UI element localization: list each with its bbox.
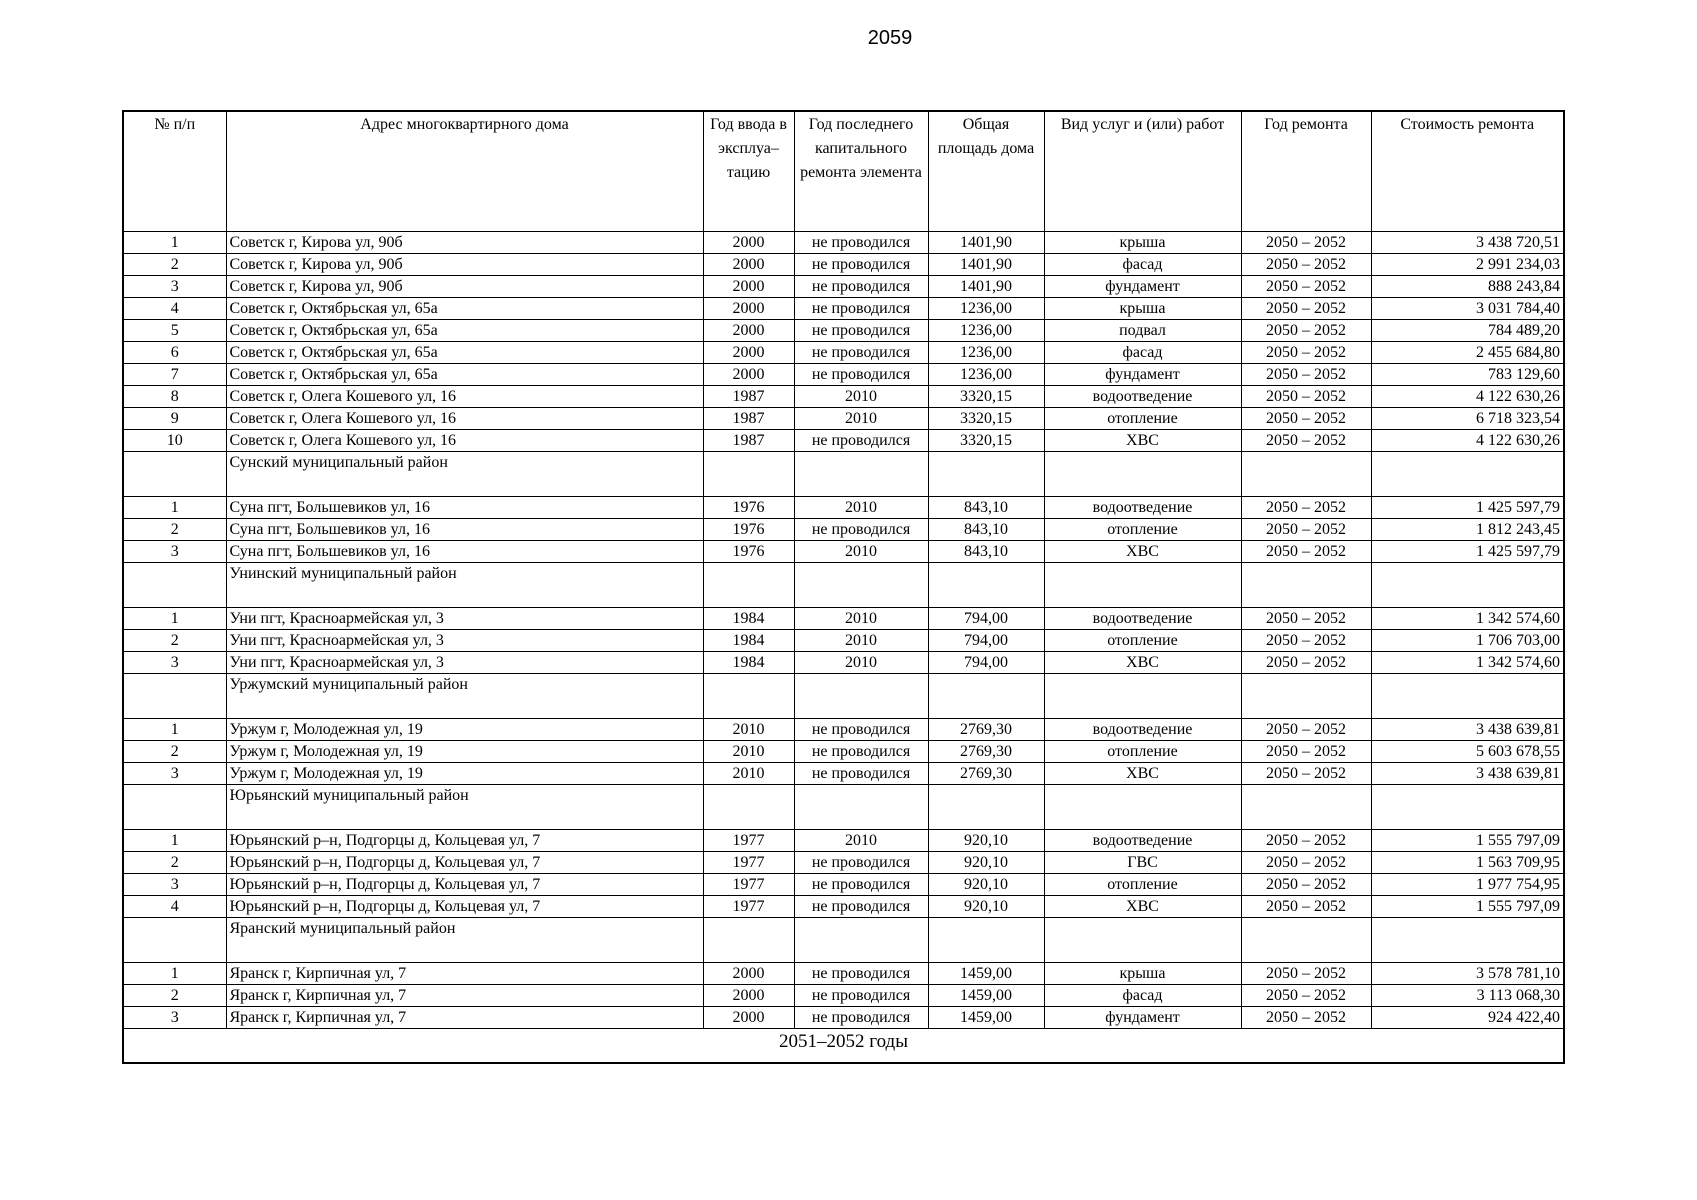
row-address: Уни пгт, Красноармейская ул, 3 <box>226 629 703 651</box>
district-name: Унинский муниципальный район <box>226 562 703 607</box>
district-name: Яранский муниципальный район <box>226 917 703 962</box>
row-address: Советск г, Октябрьская ул, 65а <box>226 297 703 319</box>
row-repair-period: 2050 – 2052 <box>1241 851 1371 873</box>
row-area: 3320,15 <box>928 407 1044 429</box>
row-address: Уржум г, Молодежная ул, 19 <box>226 718 703 740</box>
empty-cell <box>1044 673 1241 718</box>
row-area: 1236,00 <box>928 341 1044 363</box>
row-address: Юрьянский р–н, Подгорцы д, Кольцевая ул, 7 <box>226 829 703 851</box>
row-cost: 783 129,60 <box>1371 363 1564 385</box>
row-cost: 1 812 243,45 <box>1371 518 1564 540</box>
header-service: Вид услуг и (или) работ <box>1044 111 1241 231</box>
table-row <box>123 231 1564 253</box>
table-row <box>123 518 1564 540</box>
row-num: 5 <box>123 319 226 341</box>
empty-cell <box>1241 673 1371 718</box>
row-year-commission: 1976 <box>703 496 794 518</box>
empty-cell <box>123 451 226 496</box>
row-year-last-repair: не проводился <box>794 762 928 784</box>
row-area: 1459,00 <box>928 984 1044 1006</box>
page-number: 2059 <box>867 27 913 49</box>
row-cost: 3 438 720,51 <box>1371 231 1564 253</box>
row-repair-period: 2050 – 2052 <box>1241 718 1371 740</box>
row-repair-period: 2050 – 2052 <box>1241 651 1371 673</box>
row-service: отопление <box>1044 629 1241 651</box>
row-address: Уржум г, Молодежная ул, 19 <box>226 762 703 784</box>
header-repair-year: Год ремонта <box>1241 111 1371 231</box>
table-row <box>123 629 1564 651</box>
row-num: 2 <box>123 984 226 1006</box>
row-year-last-repair: 2010 <box>794 540 928 562</box>
row-service: фундамент <box>1044 275 1241 297</box>
row-service: водоотведение <box>1044 829 1241 851</box>
row-year-last-repair: не проводился <box>794 1006 928 1028</box>
row-num: 2 <box>123 851 226 873</box>
row-area: 2769,30 <box>928 740 1044 762</box>
row-service: ХВС <box>1044 540 1241 562</box>
row-service: водоотведение <box>1044 385 1241 407</box>
row-year-commission: 2000 <box>703 962 794 984</box>
row-year-last-repair: 2010 <box>794 496 928 518</box>
empty-cell <box>1371 562 1564 607</box>
district-name: Сунский муниципальный район <box>226 451 703 496</box>
row-num: 1 <box>123 962 226 984</box>
row-year-commission: 2000 <box>703 297 794 319</box>
row-year-commission: 2010 <box>703 762 794 784</box>
table-header-row <box>123 111 1564 231</box>
row-cost: 3 438 639,81 <box>1371 762 1564 784</box>
row-area: 920,10 <box>928 851 1044 873</box>
header-address: Адрес многоквартирного дома <box>226 111 703 231</box>
row-repair-period: 2050 – 2052 <box>1241 385 1371 407</box>
empty-cell <box>703 673 794 718</box>
row-area: 843,10 <box>928 496 1044 518</box>
row-year-last-repair: не проводился <box>794 851 928 873</box>
district-name: Уржумский муниципальный район <box>226 673 703 718</box>
row-num: 9 <box>123 407 226 429</box>
table-row <box>123 429 1564 451</box>
repair-register-table <box>122 110 1565 1064</box>
row-cost: 3 438 639,81 <box>1371 718 1564 740</box>
row-address: Советск г, Олега Кошевого ул, 16 <box>226 429 703 451</box>
row-year-commission: 2000 <box>703 231 794 253</box>
district-name: Юрьянский муниципальный район <box>226 784 703 829</box>
row-repair-period: 2050 – 2052 <box>1241 984 1371 1006</box>
table-row <box>123 407 1564 429</box>
row-year-commission: 1976 <box>703 518 794 540</box>
row-service: фасад <box>1044 341 1241 363</box>
row-cost: 1 555 797,09 <box>1371 829 1564 851</box>
district-row <box>123 784 1564 829</box>
row-year-last-repair: не проводился <box>794 429 928 451</box>
empty-cell <box>1241 784 1371 829</box>
row-year-last-repair: не проводился <box>794 718 928 740</box>
empty-cell <box>794 451 928 496</box>
row-year-commission: 2010 <box>703 740 794 762</box>
table-row <box>123 607 1564 629</box>
header-area: Общая площадь дома <box>928 111 1044 231</box>
row-address: Советск г, Октябрьская ул, 65а <box>226 319 703 341</box>
row-repair-period: 2050 – 2052 <box>1241 962 1371 984</box>
row-year-commission: 1984 <box>703 607 794 629</box>
empty-cell <box>794 562 928 607</box>
row-area: 1401,90 <box>928 275 1044 297</box>
row-repair-period: 2050 – 2052 <box>1241 319 1371 341</box>
row-repair-period: 2050 – 2052 <box>1241 1006 1371 1028</box>
table-row <box>123 275 1564 297</box>
row-service: фасад <box>1044 984 1241 1006</box>
row-year-commission: 1987 <box>703 385 794 407</box>
row-year-commission: 1977 <box>703 873 794 895</box>
row-service: водоотведение <box>1044 607 1241 629</box>
row-address: Советск г, Октябрьская ул, 65а <box>226 341 703 363</box>
row-address: Уни пгт, Красноармейская ул, 3 <box>226 607 703 629</box>
empty-cell <box>123 562 226 607</box>
row-cost: 1 425 597,79 <box>1371 540 1564 562</box>
row-address: Суна пгт, Большевиков ул, 16 <box>226 540 703 562</box>
row-repair-period: 2050 – 2052 <box>1241 275 1371 297</box>
header-cost: Стоимость ремонта <box>1371 111 1564 231</box>
row-repair-period: 2050 – 2052 <box>1241 762 1371 784</box>
row-repair-period: 2050 – 2052 <box>1241 341 1371 363</box>
row-area: 920,10 <box>928 873 1044 895</box>
row-repair-period: 2050 – 2052 <box>1241 740 1371 762</box>
row-area: 920,10 <box>928 895 1044 917</box>
row-area: 1236,00 <box>928 297 1044 319</box>
row-year-commission: 1984 <box>703 629 794 651</box>
row-cost: 924 422,40 <box>1371 1006 1564 1028</box>
row-repair-period: 2050 – 2052 <box>1241 363 1371 385</box>
empty-cell <box>703 451 794 496</box>
row-cost: 1 425 597,79 <box>1371 496 1564 518</box>
row-address: Уни пгт, Красноармейская ул, 3 <box>226 651 703 673</box>
row-year-commission: 2000 <box>703 363 794 385</box>
row-num: 2 <box>123 740 226 762</box>
row-num: 3 <box>123 540 226 562</box>
row-num: 3 <box>123 762 226 784</box>
row-year-last-repair: не проводился <box>794 873 928 895</box>
row-num: 2 <box>123 629 226 651</box>
row-service: крыша <box>1044 297 1241 319</box>
row-num: 3 <box>123 275 226 297</box>
empty-cell <box>928 562 1044 607</box>
table-row <box>123 496 1564 518</box>
row-num: 1 <box>123 829 226 851</box>
row-area: 3320,15 <box>928 385 1044 407</box>
row-area: 1459,00 <box>928 962 1044 984</box>
row-area: 1459,00 <box>928 1006 1044 1028</box>
empty-cell <box>1044 451 1241 496</box>
empty-cell <box>1371 451 1564 496</box>
row-year-commission: 1987 <box>703 407 794 429</box>
row-service: отопление <box>1044 407 1241 429</box>
row-year-commission: 1987 <box>703 429 794 451</box>
row-area: 3320,15 <box>928 429 1044 451</box>
header-year-last-repair: Год последнего капитального ремонта элемента <box>794 111 928 231</box>
row-cost: 784 489,20 <box>1371 319 1564 341</box>
row-repair-period: 2050 – 2052 <box>1241 629 1371 651</box>
row-num: 3 <box>123 873 226 895</box>
empty-cell <box>928 451 1044 496</box>
row-num: 1 <box>123 718 226 740</box>
row-address: Советск г, Олега Кошевого ул, 16 <box>226 407 703 429</box>
row-repair-period: 2050 – 2052 <box>1241 607 1371 629</box>
row-num: 1 <box>123 231 226 253</box>
row-area: 794,00 <box>928 651 1044 673</box>
row-area: 843,10 <box>928 518 1044 540</box>
row-year-last-repair: 2010 <box>794 407 928 429</box>
row-year-commission: 2000 <box>703 253 794 275</box>
row-address: Советск г, Кирова ул, 90б <box>226 275 703 297</box>
row-num: 10 <box>123 429 226 451</box>
row-address: Юрьянский р–н, Подгорцы д, Кольцевая ул, 7 <box>226 895 703 917</box>
table-row <box>123 363 1564 385</box>
row-area: 794,00 <box>928 629 1044 651</box>
row-area: 920,10 <box>928 829 1044 851</box>
empty-cell <box>794 673 928 718</box>
row-year-commission: 2010 <box>703 718 794 740</box>
row-year-last-repair: не проводился <box>794 253 928 275</box>
table-row <box>123 873 1564 895</box>
empty-cell <box>1241 451 1371 496</box>
table-row <box>123 740 1564 762</box>
row-num: 4 <box>123 297 226 319</box>
row-year-commission: 1976 <box>703 540 794 562</box>
row-cost: 4 122 630,26 <box>1371 429 1564 451</box>
row-service: ХВС <box>1044 895 1241 917</box>
row-repair-period: 2050 – 2052 <box>1241 873 1371 895</box>
table-row <box>123 253 1564 275</box>
row-year-last-repair: 2010 <box>794 607 928 629</box>
empty-cell <box>703 784 794 829</box>
row-address: Советск г, Олега Кошевого ул, 16 <box>226 385 703 407</box>
table-row <box>123 385 1564 407</box>
empty-cell <box>123 673 226 718</box>
row-num: 1 <box>123 607 226 629</box>
row-year-last-repair: не проводился <box>794 518 928 540</box>
row-area: 1236,00 <box>928 319 1044 341</box>
table-row <box>123 718 1564 740</box>
empty-cell <box>928 673 1044 718</box>
table-row <box>123 319 1564 341</box>
row-address: Юрьянский р–н, Подгорцы д, Кольцевая ул, 7 <box>226 873 703 895</box>
table-row <box>123 651 1564 673</box>
row-num: 4 <box>123 895 226 917</box>
row-year-last-repair: не проводился <box>794 962 928 984</box>
row-service: ХВС <box>1044 651 1241 673</box>
row-cost: 6 718 323,54 <box>1371 407 1564 429</box>
period-caption: 2051–2052 годы <box>123 1028 1564 1063</box>
district-row <box>123 451 1564 496</box>
row-year-commission: 2000 <box>703 319 794 341</box>
empty-cell <box>928 917 1044 962</box>
row-repair-period: 2050 – 2052 <box>1241 496 1371 518</box>
row-address: Суна пгт, Большевиков ул, 16 <box>226 518 703 540</box>
row-address: Яранск г, Кирпичная ул, 7 <box>226 962 703 984</box>
row-address: Яранск г, Кирпичная ул, 7 <box>226 1006 703 1028</box>
row-area: 1401,90 <box>928 253 1044 275</box>
row-year-commission: 2000 <box>703 984 794 1006</box>
empty-cell <box>1371 673 1564 718</box>
empty-cell <box>703 917 794 962</box>
row-service: подвал <box>1044 319 1241 341</box>
row-year-last-repair: не проводился <box>794 275 928 297</box>
row-cost: 1 563 709,95 <box>1371 851 1564 873</box>
row-address: Уржум г, Молодежная ул, 19 <box>226 740 703 762</box>
table-body <box>123 231 1564 1028</box>
empty-cell <box>703 562 794 607</box>
row-repair-period: 2050 – 2052 <box>1241 231 1371 253</box>
empty-cell <box>1371 917 1564 962</box>
row-year-last-repair: не проводился <box>794 297 928 319</box>
row-area: 2769,30 <box>928 718 1044 740</box>
row-repair-period: 2050 – 2052 <box>1241 829 1371 851</box>
row-service: ГВС <box>1044 851 1241 873</box>
row-service: отопление <box>1044 518 1241 540</box>
row-year-commission: 1977 <box>703 829 794 851</box>
row-cost: 4 122 630,26 <box>1371 385 1564 407</box>
row-cost: 1 706 703,00 <box>1371 629 1564 651</box>
row-area: 1236,00 <box>928 363 1044 385</box>
row-service: водоотведение <box>1044 718 1241 740</box>
row-area: 1401,90 <box>928 231 1044 253</box>
row-cost: 1 342 574,60 <box>1371 607 1564 629</box>
row-repair-period: 2050 – 2052 <box>1241 407 1371 429</box>
row-repair-period: 2050 – 2052 <box>1241 253 1371 275</box>
table-row <box>123 762 1564 784</box>
row-repair-period: 2050 – 2052 <box>1241 540 1371 562</box>
empty-cell <box>928 784 1044 829</box>
row-service: ХВС <box>1044 429 1241 451</box>
table-row <box>123 1006 1564 1028</box>
header-num: № п/п <box>123 111 226 231</box>
row-service: ХВС <box>1044 762 1241 784</box>
row-cost: 2 455 684,80 <box>1371 341 1564 363</box>
row-num: 2 <box>123 518 226 540</box>
row-service: крыша <box>1044 231 1241 253</box>
row-address: Советск г, Кирова ул, 90б <box>226 231 703 253</box>
row-year-commission: 1977 <box>703 851 794 873</box>
row-year-last-repair: не проводился <box>794 341 928 363</box>
row-year-last-repair: не проводился <box>794 319 928 341</box>
table-row <box>123 540 1564 562</box>
row-cost: 5 603 678,55 <box>1371 740 1564 762</box>
header-year-commission: Год ввода в эксплуа–тацию <box>703 111 794 231</box>
district-row <box>123 917 1564 962</box>
table-row <box>123 297 1564 319</box>
row-year-last-repair: 2010 <box>794 829 928 851</box>
row-service: отопление <box>1044 740 1241 762</box>
row-address: Советск г, Кирова ул, 90б <box>226 253 703 275</box>
row-year-last-repair: не проводился <box>794 895 928 917</box>
row-year-commission: 1977 <box>703 895 794 917</box>
row-num: 3 <box>123 651 226 673</box>
row-address: Советск г, Октябрьская ул, 65а <box>226 363 703 385</box>
row-year-last-repair: не проводился <box>794 984 928 1006</box>
row-num: 1 <box>123 496 226 518</box>
empty-cell <box>1044 784 1241 829</box>
row-num: 2 <box>123 253 226 275</box>
row-area: 843,10 <box>928 540 1044 562</box>
row-service: фасад <box>1044 253 1241 275</box>
row-address: Яранск г, Кирпичная ул, 7 <box>226 984 703 1006</box>
row-service: отопление <box>1044 873 1241 895</box>
table-row <box>123 984 1564 1006</box>
empty-cell <box>1044 562 1241 607</box>
row-cost: 1 977 754,95 <box>1371 873 1564 895</box>
row-address: Суна пгт, Большевиков ул, 16 <box>226 496 703 518</box>
row-cost: 3 113 068,30 <box>1371 984 1564 1006</box>
row-cost: 3 578 781,10 <box>1371 962 1564 984</box>
table-row <box>123 962 1564 984</box>
row-year-commission: 2000 <box>703 341 794 363</box>
row-cost: 2 991 234,03 <box>1371 253 1564 275</box>
empty-cell <box>794 784 928 829</box>
row-service: крыша <box>1044 962 1241 984</box>
row-service: фундамент <box>1044 363 1241 385</box>
table-row <box>123 895 1564 917</box>
row-repair-period: 2050 – 2052 <box>1241 518 1371 540</box>
row-num: 7 <box>123 363 226 385</box>
row-repair-period: 2050 – 2052 <box>1241 429 1371 451</box>
row-year-last-repair: не проводился <box>794 363 928 385</box>
row-area: 794,00 <box>928 607 1044 629</box>
row-service: фундамент <box>1044 1006 1241 1028</box>
table-row <box>123 829 1564 851</box>
row-cost: 1 342 574,60 <box>1371 651 1564 673</box>
row-year-commission: 2000 <box>703 1006 794 1028</box>
row-cost: 3 031 784,40 <box>1371 297 1564 319</box>
table-footer-row <box>123 1028 1564 1063</box>
table-row <box>123 341 1564 363</box>
row-repair-period: 2050 – 2052 <box>1241 895 1371 917</box>
row-year-last-repair: не проводился <box>794 231 928 253</box>
row-year-last-repair: 2010 <box>794 385 928 407</box>
table-row <box>123 851 1564 873</box>
district-row <box>123 673 1564 718</box>
row-year-last-repair: не проводился <box>794 740 928 762</box>
empty-cell <box>1241 917 1371 962</box>
row-num: 6 <box>123 341 226 363</box>
empty-cell <box>1241 562 1371 607</box>
empty-cell <box>123 917 226 962</box>
row-year-last-repair: 2010 <box>794 629 928 651</box>
empty-cell <box>794 917 928 962</box>
row-year-commission: 2000 <box>703 275 794 297</box>
empty-cell <box>1044 917 1241 962</box>
empty-cell <box>1371 784 1564 829</box>
row-area: 2769,30 <box>928 762 1044 784</box>
empty-cell <box>123 784 226 829</box>
row-year-last-repair: 2010 <box>794 651 928 673</box>
row-cost: 1 555 797,09 <box>1371 895 1564 917</box>
row-year-commission: 1984 <box>703 651 794 673</box>
row-address: Юрьянский р–н, Подгорцы д, Кольцевая ул, 7 <box>226 851 703 873</box>
row-num: 8 <box>123 385 226 407</box>
row-repair-period: 2050 – 2052 <box>1241 297 1371 319</box>
district-row <box>123 562 1564 607</box>
row-num: 3 <box>123 1006 226 1028</box>
row-cost: 888 243,84 <box>1371 275 1564 297</box>
row-service: водоотведение <box>1044 496 1241 518</box>
